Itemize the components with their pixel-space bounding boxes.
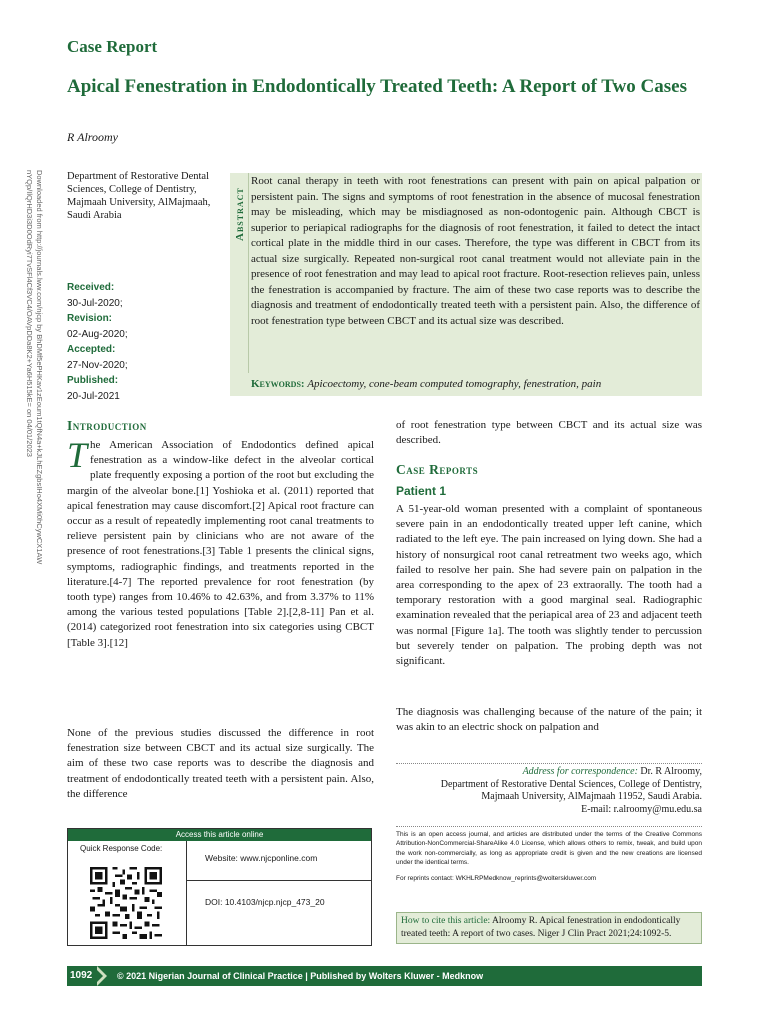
watermark-line-1: Downloaded from http://journals.lww.com/njcp by BhDMf5ePHKav1zEoum1tQfN4a+kJLhEZgbsIHo4XMi0hCywCX1AW <box>35 170 44 565</box>
keywords-text: Apicoectomy, cone-beam computed tomography, fenestration, pain <box>307 378 602 390</box>
abstract-divider <box>248 173 249 373</box>
accepted-label: Accepted: <box>67 344 116 355</box>
introduction-paragraph-1 <box>67 435 374 651</box>
abstract-text: Root canal therapy in teeth with root fenestrations can present with pain on apical palpation or persistent pain. The signs and symptoms of root fenestration in the absence of mucosal fenestration may be misleading, which may be misdiagnosed as non-odontogenic pain. Although CBCT is superior to periapical radiographs for the diagnosis of root fenestration, it failed to detect the intact cortical plate in the middle third in our cases. Therefore, the type was different in CBCT from its actual size surgically. Repeated non-surgical root canal treatment would not alleviate pain in the presence of root fenestration and may lead to apical root fracture. Root-resection relieves pain, unless the fenestration is accompanied by fracture. The aim of these two case reports was to describe the diagnosis and treatment of endodontically treated teeth with a persistent pain. Also, the difference of root fenestration type between CBCT and its actual size was described. <box>251 175 700 327</box>
correspondence-email: E-mail: r.alroomy@mu.edu.sa <box>581 803 702 815</box>
page-number: 1092 <box>67 966 107 986</box>
license-text: This is an open access journal, and articles are distributed under the terms of the Creative Commons Attribution-NonCommercial-ShareAlike 4.0 License, which allows others to remix, tweak, and build upon the work non-commercially, as long as appropriate credit is given and the new creations are licensed under the identical terms. <box>396 831 702 867</box>
footer-arrow-inner-icon <box>93 966 103 986</box>
license-notice <box>396 826 702 883</box>
citation-label: How to cite this article: <box>401 916 491 926</box>
introduction-paragraph-2-continued: of root fenestration type between CBCT and its actual size was described. <box>396 419 702 447</box>
watermark-line-2: nYQp/IlQrHD3i3D0OdRyi7TvSFl4Cf3VC4/OAVpDDa8K2+Ya6H515kE= on 04/01/2023 <box>25 170 34 457</box>
correspondence-line-1: Department of Restorative Dental Sciences, College of Dentistry, <box>440 778 702 790</box>
citation-text: Alroomy R. Apical fenestration in endodontically treated teeth: A report of two cases. Niger J Clin Pract 2021;24:1092-5. <box>401 916 681 939</box>
introduction-paragraph-2: None of the previous studies discussed the difference in root fenestration size between CBCT and its actual size surgically. The aim of these two case reports was to describe the diagnosis and treatment of endodontically treated teeth with a persistent pain. Also, the difference <box>67 727 374 800</box>
introduction-heading: Introduction <box>67 418 147 433</box>
access-details <box>187 841 371 945</box>
article-dates <box>67 280 227 404</box>
reprints-contact: For reprints contact: WKHLRPMedknow_reprints@wolterskluwer.com <box>396 874 597 882</box>
published-label: Published: <box>67 375 119 386</box>
qr-column <box>68 841 187 945</box>
report-type: Case Report <box>67 37 158 56</box>
citation-box <box>396 912 702 944</box>
access-header: Access this article online <box>68 829 371 841</box>
drop-cap: T <box>67 435 88 475</box>
patient-1-heading: Patient 1 <box>396 484 447 498</box>
doi-link[interactable]: DOI: 10.4103/njcp.njcp_473_20 <box>205 897 325 907</box>
published-date: 20-Jul-2021 <box>67 390 120 402</box>
access-article-box <box>67 828 372 946</box>
received-label: Received: <box>67 282 115 293</box>
case-paragraph-2: The diagnosis was challenging because of the nature of the pain; it was akin to an electric shock on palpation and <box>396 706 702 734</box>
author-name: R Alroomy <box>67 130 118 144</box>
correspondence-line-2: Majmaah University, AlMajmaah 11952, Saudi Arabia. <box>481 791 702 802</box>
footer-text: © 2021 Nigerian Journal of Clinical Practice | Published by Wolters Kluwer - Medknow <box>117 971 484 981</box>
introduction-text-1: he American Association of Endodontics defined apical fenestration as a window-like defect in the alveolar cortical plate frequently exposing a portion of the root but excluding the margin of the alveolar bone.[1] Yoshioka et al. (2011) reported that apical fenestration may cause discomfort.[2] Apical root fracture can occur as a result of repeatedly implementing root canal treatments to relieve persistent pain by clinicians who are not aware of the presence of root fenestrations.[3] Table 1 presents the clinical signs, symptoms, radiographic findings, and treatments reported in the literature.[4-7] The reported prevalence for root fenestration (by tooth type) ranges from 10.46% to 42.63%, and from 3.37% to 11% among the various tested populations [Table 2].[2,8-11] Pan et al. (2014) categorized root fenestration into six categories using CBCT [Table 3].[12] <box>67 439 374 649</box>
qr-label: Quick Response Code: <box>80 844 163 853</box>
revision-label: Revision: <box>67 313 113 324</box>
correspondence-address <box>396 763 702 816</box>
page-footer <box>67 966 702 986</box>
revision-date: 02-Aug-2020; <box>67 328 128 340</box>
download-watermark <box>22 170 46 760</box>
qr-code-icon[interactable] <box>90 867 162 939</box>
accepted-date: 27-Nov-2020; <box>67 359 128 371</box>
keywords-label: Keywords: <box>251 378 305 390</box>
website-link[interactable]: Website: www.njcponline.com <box>187 841 371 881</box>
abstract-label-text: Abstract <box>234 187 246 241</box>
abstract-box <box>230 173 702 396</box>
received-date: 30-Jul-2020; <box>67 297 123 309</box>
article-title: Apical Fenestration in Endodontically Treated Teeth: A Report of Two Cases <box>67 76 687 97</box>
abstract-label <box>234 175 248 245</box>
keywords <box>251 377 700 391</box>
case-reports-heading: Case Reports <box>396 462 479 477</box>
correspondence-name: Dr. R Alroomy, <box>640 766 702 777</box>
author-affiliation: Department of Restorative Dental Sciences, College of Dentistry, Majmaah University, AlMajmaah, Saudi Arabia <box>67 171 211 221</box>
case-paragraph-1: A 51-year-old woman presented with a complaint of spontaneous severe pain in an endodontically treated upper left canine, which radiated to the left eye. The pain increased on lying down. She had a history of nonsurgical root canal retreatment two weeks ago, which failed to resolve her pain. She had severe pain on palpation in the area corresponding to the apex of 23 extraorally. The tooth had a temporary restoration with a good marginal seal. Radiographic examination revealed that the periapical area of 23 and adjacent teeth was normal [Figure 1a]. The tooth was slightly tender to percussion but severely tender on palpation. The probing depth was not significant. <box>396 503 702 668</box>
correspondence-label: Address for correspondence: <box>522 766 638 777</box>
